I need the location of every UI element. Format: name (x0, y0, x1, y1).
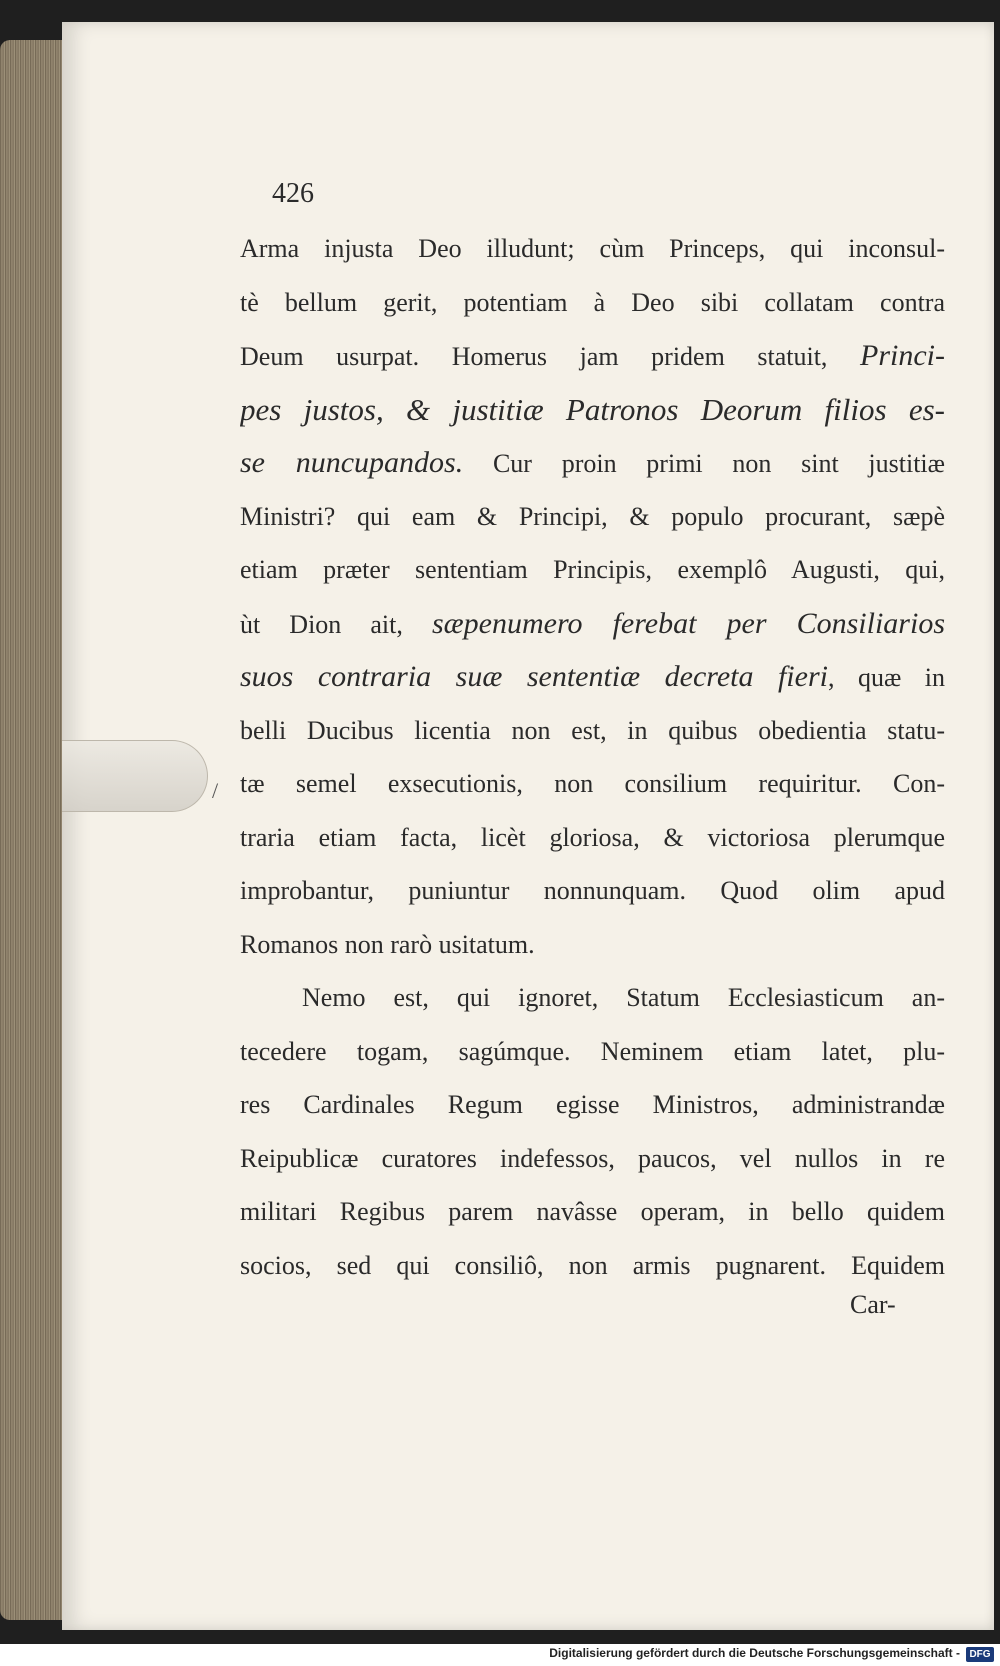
text-line (240, 650, 945, 704)
footer-credit: Digitalisierung gefördert durch die Deutsche Forschungsgemeinschaft - (549, 1646, 960, 1660)
text-line: belli Ducibus licentia non est, in quibus obedientia statu- (240, 715, 945, 745)
italic-segment: suos contraria suæ sententiæ decreta fieri (240, 660, 828, 693)
dfg-logo: DFG (966, 1647, 994, 1662)
text-line (240, 329, 945, 383)
text-line: improbantur, puniuntur nonnunquam. Quod olim apud (240, 876, 945, 905)
text-line: militari Regibus parem navâsse operam, in bello quidem (240, 1197, 945, 1226)
text-line: pes justos, & justitiæ Patronos Deorum filios es- (240, 391, 945, 427)
catchword: Car- (850, 1290, 896, 1319)
text-segment: Deum usurpat. Homerus jam pridem statuit, (240, 342, 861, 371)
book-page-edges (0, 40, 70, 1620)
text-segment: ùt Dion ait, (240, 609, 432, 639)
bookmark-strip (62, 740, 208, 812)
text-line: res Cardinales Regum egisse Ministros, administrandæ (240, 1090, 945, 1119)
text-line (240, 436, 945, 490)
text-line: Nemo est, qui ignoret, Statum Ecclesiasticum an- (302, 983, 945, 1012)
body-text (240, 222, 945, 1292)
text-segment: Cur proin primi non sint justitiæ (463, 449, 945, 478)
text-line: tæ semel exsecutionis, non consilium requiritur. Con- (240, 769, 945, 798)
text-line: Arma injusta Deo illudunt; cùm Princeps, qui inconsul- (240, 234, 945, 263)
text-line: tè bellum gerit, potentiam à Deo sibi collatam contra (240, 287, 945, 317)
italic-segment: Princi- (860, 339, 945, 372)
text-line: socios, sed qui consiliô, non armis pugnarent. Equidem (240, 1250, 945, 1280)
text-line: Ministri? qui eam & Principi, & populo procurant, sæpè (240, 501, 945, 531)
text-line: Romanos non rarò usitatum. (240, 929, 535, 959)
text-line: Reipublicæ curatores indefessos, paucos, vel nullos in re (240, 1143, 945, 1173)
text-segment: , quæ in (827, 663, 945, 692)
text-line (240, 597, 945, 651)
text-line: etiam præter sententiam Principis, exemplô Augusti, qui, (240, 555, 945, 584)
text-line: tecedere togam, sagúmque. Neminem etiam latet, plu- (240, 1036, 945, 1066)
italic-segment: sæpenumero ferebat per Consiliarios (431, 606, 945, 640)
text-line: traria etiam facta, licèt gloriosa, & victoriosa plerumque (240, 822, 945, 852)
page-number: 426 (272, 178, 314, 209)
italic-segment: se nuncupandos. (240, 446, 464, 479)
margin-mark: / (212, 778, 219, 803)
